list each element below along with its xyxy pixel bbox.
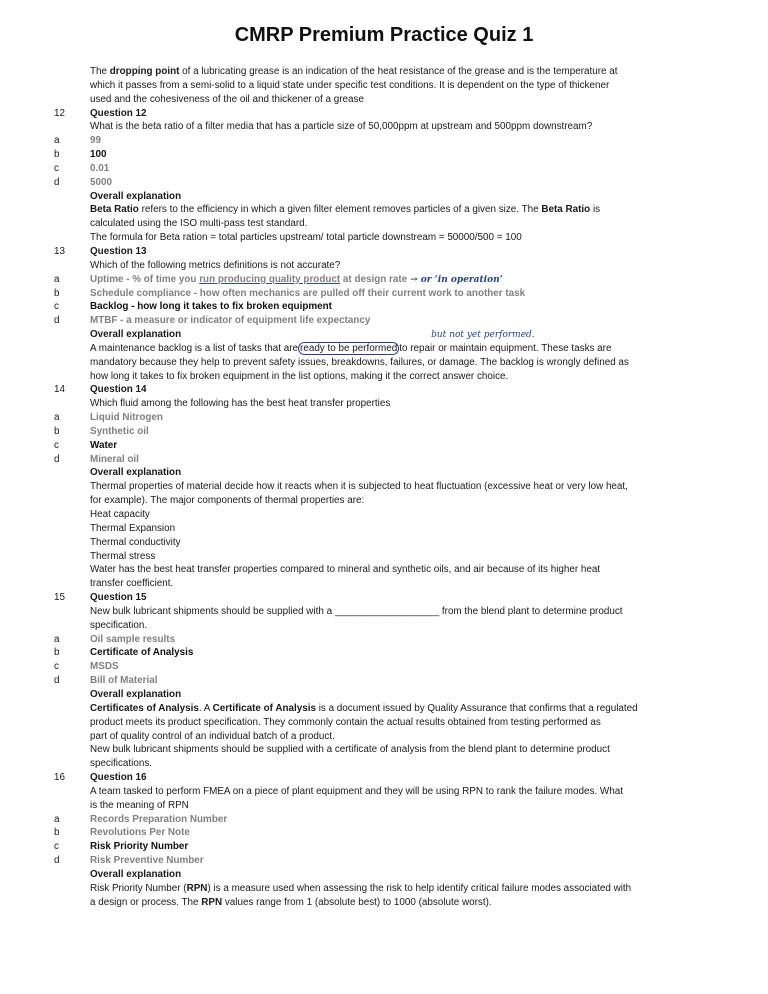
line-text [90,245,147,259]
line-text [90,217,307,231]
question-heading [0,107,768,121]
text-segment: transfer coefficient. [90,578,174,590]
line-text [90,356,629,370]
text-segment: Which fluid among the following has the best heat transfer properties [90,398,391,410]
line-text [90,646,193,660]
text-segment: 0.01 [90,162,110,174]
text-line [0,882,768,896]
line-text [90,134,101,148]
text-segment: What is the beta ratio of a filter media that has a particle size of 50,000ppm at upstream and 500ppm downstream? [90,121,593,133]
text-segment: Water has the best heat transfer properties compared to mineral and synthetic oils, and air because of its higher heat [90,564,601,576]
option-letter: b [54,647,60,659]
text-line [0,356,768,370]
question-number: 13 [54,245,65,257]
answer-option [0,162,768,176]
text-segment: 5000 [90,176,112,188]
text-segment: Schedule compliance - how often mechanics are pulled off their current work to another task [90,287,526,299]
line-text [90,868,181,882]
text-segment: Water [90,439,118,451]
line-text [90,328,535,343]
line-text [90,591,147,605]
line-text [90,743,610,757]
option-letter: d [54,855,60,867]
text-line [0,494,768,508]
text-segment: . A [198,702,213,714]
option-letter: d [54,176,60,188]
line-text [90,466,181,480]
text-segment: Thermal conductivity [90,536,181,548]
answer-option [0,453,768,467]
answer-option [0,287,768,301]
line-text [90,633,175,647]
handwritten-note: but not yet performed. [431,330,535,341]
text-segment: Thermal properties of material decide how it reacts when it is subjected to heat fluctuation (excessive heat or very low heat, [90,481,628,493]
line-text [90,716,601,730]
text-segment: Risk Priority Number [90,841,189,853]
text-segment: Beta Ratio [90,204,139,216]
text-line [0,397,768,411]
line-text [90,508,150,522]
line-text [90,619,147,633]
document-body [0,65,768,909]
answer-option [0,425,768,439]
line-text [90,93,364,107]
line-text [90,259,340,273]
text-segment: part of quality control of an individual batch of a product. [90,730,335,742]
handwritten-note: → or ‘in operation’ [410,274,503,285]
text-line [0,868,768,882]
text-segment: Revolutions Per Note [90,827,190,839]
answer-option [0,134,768,148]
text-segment: for example). The major components of thermal properties are: [90,495,365,507]
text-segment: MSDS [90,661,119,673]
option-letter: c [54,162,59,174]
text-line [0,342,768,356]
text-line [0,896,768,910]
text-segment: New bulk lubricant shipments should be supplied with a ___________________ from the blend plant to determine product [90,605,623,617]
answer-option [0,646,768,660]
text-segment: Thermal stress [90,550,156,562]
option-letter: d [54,675,60,687]
text-segment: is [590,204,601,216]
text-segment: Risk Priority Number ( [90,882,187,894]
text-line [0,702,768,716]
text-segment: Certificate of Analysis [90,647,194,659]
text-segment: Which of the following metrics definitions is not accurate? [90,259,341,271]
text-line [0,716,768,730]
question-number: 12 [54,107,65,119]
text-segment: Overall explanation [90,868,182,880]
line-text [90,411,163,425]
text-segment: refers to the efficiency in which a given filter element removes particles of a given size. The [138,204,542,216]
line-text [90,300,332,314]
line-text [90,287,525,301]
line-text [90,314,370,328]
answer-option [0,176,768,190]
line-text [90,397,390,411]
line-text [90,162,109,176]
text-segment: Risk Preventive Number [90,855,204,867]
text-segment: is the meaning of RPN [90,799,189,811]
text-segment: how long it takes to fix broken equipment in the list options, making it the correct answer choice. [90,370,509,382]
answer-option [0,273,768,287]
line-text [90,799,189,813]
text-line [0,231,768,245]
text-segment: ) is a measure used when assessing the risk to help identify critical failure modes associated with [207,882,632,894]
text-line [0,785,768,799]
line-text [90,439,117,453]
answer-option [0,813,768,827]
text-segment: Uptime - % of time you [90,273,200,285]
text-segment: A team tasked to perform FMEA on a piece of plant equipment and they will be using RPN to rank the failure modes. What [90,785,623,797]
text-line [0,65,768,79]
text-line [0,550,768,564]
line-text [90,536,181,550]
line-text [90,688,181,702]
text-line [0,730,768,744]
answer-option [0,314,768,328]
text-segment: Question 16 [90,772,147,784]
line-text [90,273,503,288]
text-segment: A maintenance backlog is a list of tasks that are [90,342,299,354]
option-letter: a [54,813,60,825]
answer-option [0,411,768,425]
text-line [0,799,768,813]
text-segment: Mineral oil [90,453,139,465]
option-letter: b [54,827,60,839]
question-heading [0,245,768,259]
answer-option [0,148,768,162]
line-text [90,425,149,439]
text-segment: at design rate [340,273,408,285]
text-segment: to repair or maintain equipment. These tasks are [399,342,612,354]
line-text [90,563,600,577]
text-segment: Backlog - how long it takes to fix broken equipment [90,301,332,313]
text-segment: calculated using the ISO multi-pass test standard. [90,218,308,230]
line-text [90,702,638,716]
text-segment: specification. [90,619,148,631]
line-text [90,840,188,854]
line-text [90,785,623,799]
text-segment: which it passes from a semi-solid to a liquid state under specific test conditions. It is dependent on the type of thickener [90,79,610,91]
text-line [0,93,768,107]
page-title: CMRP Premium Practice Quiz 1 [234,24,534,46]
question-heading [0,383,768,397]
question-heading [0,771,768,785]
answer-option [0,633,768,647]
text-segment: RPN [186,882,208,894]
text-segment: specifications. [90,758,153,770]
line-text [90,896,492,910]
line-text [90,674,158,688]
line-text [90,757,152,771]
text-line [0,259,768,273]
text-line [0,466,768,480]
line-text [90,203,600,217]
text-segment: product meets its product specification. They commonly contain the actual results obtained from testing performed as [90,716,601,728]
text-segment: Overall explanation [90,688,182,700]
option-letter: b [54,149,60,161]
question-number: 14 [54,384,65,396]
text-segment: Question 12 [90,107,147,119]
text-segment: Overall explanation [90,329,182,341]
text-segment: Question 13 [90,245,147,257]
line-text [90,176,112,190]
text-segment: The [90,66,110,77]
text-line [0,536,768,550]
text-line [0,563,768,577]
text-segment: 100 [90,149,107,161]
text-segment: Bill of Material [90,675,158,687]
text-line [0,79,768,93]
underlined-text: run producing quality product [199,273,341,285]
text-segment: values range from 1 (absolute best) to 1000 (absolute worst). [222,896,492,908]
text-segment: New bulk lubricant shipments should be supplied with a certificate of analysis from the blend plant to determine product [90,744,610,756]
text-segment: Overall explanation [90,467,182,479]
text-segment: Oil sample results [90,633,176,645]
option-letter: a [54,273,60,285]
answer-option [0,854,768,868]
text-segment: used and the cohesiveness of the oil and thickener of a grease [90,93,364,105]
line-text [90,370,508,384]
text-line [0,619,768,633]
line-text [90,882,631,896]
option-letter: a [54,135,60,147]
text-segment: Synthetic oil [90,425,149,437]
text-line [0,743,768,757]
line-text [90,771,147,785]
line-text [90,730,335,744]
text-segment: Question 14 [90,384,147,396]
line-text [90,65,617,79]
answer-option [0,439,768,453]
text-segment: Liquid Nitrogen [90,412,163,424]
text-line [0,757,768,771]
text-segment: Overall explanation [90,190,182,202]
answer-option [0,840,768,854]
answer-option [0,660,768,674]
line-text [90,480,628,494]
line-text [90,120,592,134]
line-text [90,522,175,536]
option-letter: a [54,412,60,424]
text-line [0,522,768,536]
circled-text: ready to be performed [300,342,398,354]
line-text [90,453,139,467]
option-letter: d [54,453,60,465]
text-segment: Records Preparation Number [90,813,228,825]
text-line [0,203,768,217]
text-segment: Heat capacity [90,509,150,520]
line-text [90,107,147,121]
line-text [90,854,204,868]
text-line [0,217,768,231]
text-segment: Certificate of Analysis [212,702,316,714]
option-letter: c [54,439,59,451]
question-number: 16 [54,772,65,784]
text-segment: is a document issued by Quality Assurance that confirms that a regulated [315,702,638,714]
option-letter: c [54,661,59,673]
text-line [0,370,768,384]
line-text [90,342,611,356]
line-text [90,605,623,619]
line-text [90,826,190,840]
text-segment: The formula for Beta ration = total particles upstream/ total particle downstream = 50000/500 = 100 [90,232,522,244]
answer-option [0,826,768,840]
option-letter: a [54,633,60,645]
option-letter: c [54,301,59,313]
text-segment: dropping point [109,66,180,77]
text-segment: Question 15 [90,592,147,604]
option-letter: b [54,287,60,299]
text-line [0,508,768,522]
text-line [0,328,768,342]
line-text [90,231,522,245]
question-number: 15 [54,592,65,604]
text-line [0,190,768,204]
text-segment: Thermal Expansion [90,522,176,534]
option-letter: c [54,841,59,853]
line-text [90,577,173,591]
text-line [0,577,768,591]
line-text [90,148,106,162]
text-line [0,688,768,702]
answer-option [0,674,768,688]
option-letter: d [54,315,60,327]
text-segment: a design or process. The [90,896,202,908]
line-text [90,813,227,827]
text-segment: MTBF - a measure or indicator of equipment life expectancy [90,315,371,327]
question-heading [0,591,768,605]
text-segment: Beta Ratio [541,204,591,216]
text-segment: 99 [90,135,101,147]
text-segment: of a lubricating grease is an indication of the heat resistance of the grease and is the temperature at [179,66,618,77]
line-text [90,550,155,564]
line-text [90,79,609,93]
line-text [90,190,181,204]
option-letter: b [54,425,60,437]
text-segment: Certificates of Analysis [90,702,199,714]
line-text [90,383,147,397]
text-line [0,120,768,134]
text-segment: RPN [201,896,223,908]
text-line [0,480,768,494]
text-line [0,605,768,619]
answer-option [0,300,768,314]
text-segment: mandatory because they help to prevent safety issues, breakdowns, failures, or damage. The backlog is wrongly defined as [90,356,629,368]
line-text [90,494,364,508]
line-text [90,660,119,674]
